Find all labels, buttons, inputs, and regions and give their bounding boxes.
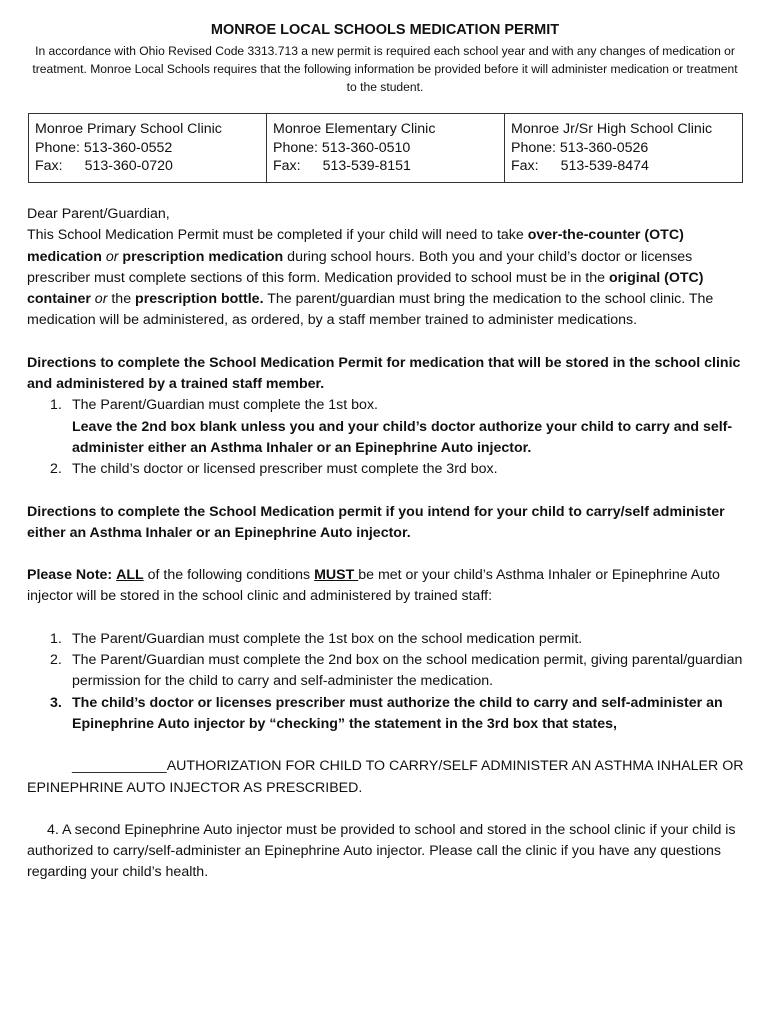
list-item	[27, 693, 745, 736]
list-item-bold-text: The child’s doctor or licenses prescriber must authorize the child to carry and self-administer an Epinephrine Auto injector by “checking” the statement in the 3rd box that states,	[72, 694, 723, 732]
list-item-bold-text	[72, 417, 745, 460]
fax-label: Fax:	[273, 158, 301, 174]
clinic-phone: 513-360-0526	[559, 139, 649, 156]
greeting: Dear Parent/Guardian,	[27, 206, 170, 222]
clinic-contacts-table	[28, 113, 743, 183]
list-item-text: The Parent/Guardian must complete the 1st box on the school medication permit.	[72, 630, 583, 647]
bold-text: Leave the 2nd box blank unless you and your child’s doctor authorize your child to carry and self-administer either an Asthma Inhaler or an Epinephrine Auto injector.	[72, 418, 733, 456]
para-text: The parent/guardian must bring the medication to the school clinic. The medication will be administered, as ordered, by a staff member trained to administer medications.	[27, 291, 714, 329]
list-item	[27, 650, 745, 693]
authorization-blank-line: ____________	[72, 758, 167, 775]
indent	[27, 758, 72, 774]
list-item	[27, 395, 745, 459]
list-number: 4.	[47, 821, 59, 838]
list-number: 3.	[50, 694, 62, 711]
note-must: MUST	[314, 567, 359, 584]
para-bold-container: original (OTC) container	[27, 269, 704, 308]
para-bold-bottle: prescription bottle.	[135, 291, 264, 308]
clinic-cell-high-school	[505, 114, 743, 183]
clinic-name: Monroe Elementary Clinic	[273, 121, 436, 137]
list-number: 2.	[50, 652, 62, 669]
fax-label: Fax:	[511, 158, 539, 174]
clinic-name: Monroe Primary School Clinic	[35, 121, 222, 137]
list-item-text: The Parent/Guardian must complete the 1st box.	[72, 397, 378, 414]
list-item	[27, 459, 745, 480]
note-all: ALL	[116, 567, 144, 584]
clinic-fax: 513-539-8474	[560, 158, 649, 174]
list-item-text: A second Epinephrine Auto injector must be provided to school and stored in the school clinic if your child is authorized to carry/self-administer an Epinephrine Auto injector. Please call the clinic if you have any questions regarding your child’s health.	[27, 821, 736, 881]
para-italic-or: or	[101, 248, 123, 265]
list-number: 1.	[50, 397, 62, 414]
fax-label: Fax:	[35, 158, 63, 174]
list-item	[27, 629, 745, 650]
clinic-cell-primary	[29, 114, 267, 183]
authorization-text: AUTHORIZATION FOR CHILD TO CARRY/SELF ADMINISTER AN ASTHMA INHALER OR EPINEPHRINE AUTO INJECTOR AS PRESCRIBED.	[27, 758, 744, 796]
para-italic-or: or	[90, 291, 108, 308]
list-item-text: The Parent/Guardian must complete the 2nd box on the school medication permit, giving parental/guardian permission for the child to carry and self-administer the medication.	[72, 652, 743, 690]
otc-paragraph	[27, 225, 745, 331]
phone-label: Phone:	[35, 139, 80, 156]
phone-label: Phone:	[273, 139, 318, 156]
para-text: the	[107, 291, 136, 308]
note-text: be met or your child’s Asthma Inhaler or Epinephrine Auto injector will be stored in the school clinic and administered by trained staff:	[27, 567, 720, 605]
clinic-fax: 513-360-0720	[84, 158, 173, 174]
condition-4-paragraph	[27, 820, 745, 884]
note-text: of the following conditions	[143, 567, 315, 584]
directions-clinic-heading	[27, 353, 745, 396]
authorization-statement	[27, 756, 745, 799]
para-text: This School Medication Permit must be completed if your child will need to take	[27, 227, 528, 244]
please-note-paragraph	[27, 565, 745, 608]
page-title: MONROE LOCAL SCHOOLS MEDICATION PERMIT	[210, 22, 560, 38]
phone-label: Phone:	[511, 139, 556, 156]
clinic-cell-elementary	[267, 114, 505, 183]
clinic-name: Monroe Jr/Sr High School Clinic	[511, 121, 713, 137]
list-item-text: The child’s doctor or licensed prescriber must complete the 3rd box.	[72, 461, 498, 478]
heading-text: Directions to complete the School Medication Permit for medication that will be stored in the school clinic and administered by a trained staff member.	[27, 354, 741, 393]
clinic-fax: 513-539-8151	[322, 158, 411, 174]
list-number: 2.	[50, 461, 62, 478]
letter-body	[27, 204, 745, 884]
list-number: 1.	[50, 630, 62, 647]
directions-self-carry-heading	[27, 502, 745, 545]
heading-text: Directions to complete the School Medication permit if you intend for your child to carry/self administer either an Asthma Inhaler or an Epinephrine Auto injector.	[27, 503, 725, 541]
clinic-phone: 513-360-0510	[321, 139, 411, 156]
intro-text: In accordance with Ohio Revised Code 3313.713 a new permit is required each school year and with any changes of medication or treatment. Monroe Local Schools requires that the following information be provided before it will administer medication or treatment to the student.	[32, 44, 738, 94]
clinic-phone: 513-360-0552	[83, 139, 173, 156]
para-bold-otc: over-the-counter (OTC) medication	[27, 227, 684, 265]
note-label: Please Note:	[27, 567, 113, 584]
para-bold-prescription: prescription medication	[122, 248, 284, 265]
para-text: during school hours. Both you and your child’s doctor or licenses prescriber must complete sections of this form. Medication provided to school must be in the	[27, 248, 693, 286]
